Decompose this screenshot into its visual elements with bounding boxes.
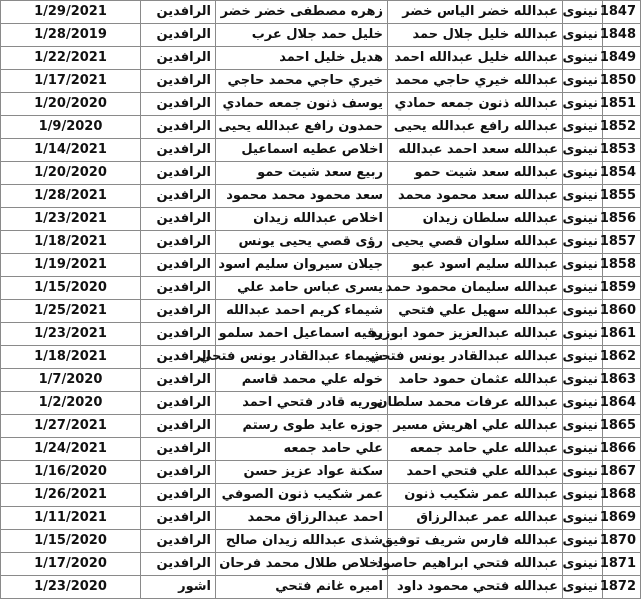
table-row [1,254,641,277]
governorate-cell[interactable]: نينوى [563,93,603,116]
governorate-cell[interactable]: نينوى [563,484,603,507]
spouse-name-cell[interactable]: ربيع سعد شيت حمو [216,162,388,185]
row-number-cell[interactable]: 1865 [603,415,641,438]
governorate-cell[interactable]: نينوى [563,346,603,369]
governorate-cell[interactable]: نينوى [563,162,603,185]
bank-cell[interactable]: الرافدين [141,185,216,208]
row-number-cell[interactable]: 1866 [603,438,641,461]
bank-cell[interactable]: الرافدين [141,346,216,369]
table-row [1,346,641,369]
table-row [1,484,641,507]
governorate-cell[interactable]: نينوى [563,323,603,346]
governorate-cell[interactable]: نينوى [563,70,603,93]
bank-cell[interactable]: الرافدين [141,484,216,507]
full-name-cell[interactable]: عبدالله سلوان قصي يحيى [388,231,563,254]
date-cell[interactable]: 1/23/2021 [1,208,141,231]
records-table-body [1,1,641,599]
date-cell[interactable]: 1/29/2021 [1,1,141,24]
table-row [1,553,641,576]
full-name-cell[interactable]: عبدالله علي حامد جمعه [388,438,563,461]
date-cell[interactable]: 1/17/2020 [1,553,141,576]
row-number-cell[interactable]: 1862 [603,346,641,369]
spouse-name-cell[interactable]: خوله علي محمد قاسم [216,369,388,392]
spouse-name-cell[interactable]: اميره غانم فتحي [216,576,388,599]
bank-cell[interactable]: الرافدين [141,392,216,415]
date-cell[interactable]: 1/20/2020 [1,93,141,116]
full-name-cell[interactable]: عبدالله سهيل علي فتحي [388,300,563,323]
row-number-cell[interactable]: 1871 [603,553,641,576]
row-number-cell[interactable]: 1867 [603,461,641,484]
governorate-cell[interactable]: نينوى [563,254,603,277]
full-name-cell[interactable]: عبدالله عبدالعزيز حمود ابوزيد [388,323,563,346]
spouse-name-cell[interactable]: نوريه قادر فتحي احمد [216,392,388,415]
row-number-cell[interactable]: 1855 [603,185,641,208]
bank-cell[interactable]: الرافدين [141,231,216,254]
spouse-name-cell[interactable]: اخلاص عبدالله زيدان [216,208,388,231]
spouse-name-cell[interactable]: شيماء عبدالقادر يونس فتحي [216,346,388,369]
table-row [1,415,641,438]
bank-cell[interactable]: الرافدين [141,461,216,484]
date-cell[interactable]: 1/17/2021 [1,70,141,93]
full-name-cell[interactable]: عبدالله خليل جلال حمد [388,24,563,47]
date-cell[interactable]: 1/28/2019 [1,24,141,47]
date-cell[interactable]: 1/18/2021 [1,346,141,369]
full-name-cell[interactable]: عبدالله سعد شيت حمو [388,162,563,185]
row-number-cell[interactable]: 1870 [603,530,641,553]
row-number-cell[interactable]: 1853 [603,139,641,162]
spouse-name-cell[interactable]: سعد محمود محمد محمود [216,185,388,208]
full-name-cell[interactable]: عبدالله سعد احمد عبدالله [388,139,563,162]
date-cell[interactable]: 1/15/2020 [1,277,141,300]
date-cell[interactable]: 1/28/2021 [1,185,141,208]
spouse-name-cell[interactable]: خليل حمد جلال عرب [216,24,388,47]
spouse-name-cell[interactable]: شذى عبدالله زيدان صالح [216,530,388,553]
row-number-cell[interactable]: 1857 [603,231,641,254]
full-name-cell[interactable]: عبدالله سليمان محمود حمد [388,277,563,300]
row-number-cell[interactable]: 1864 [603,392,641,415]
row-number-cell[interactable]: 1847 [603,1,641,24]
bank-cell[interactable]: الرافدين [141,162,216,185]
date-cell[interactable]: 1/18/2021 [1,231,141,254]
bank-cell[interactable]: الرافدين [141,323,216,346]
bank-cell[interactable]: الرافدين [141,507,216,530]
table-row [1,300,641,323]
spouse-name-cell[interactable]: حمدون رافع عبدالله يحيى [216,116,388,139]
full-name-cell[interactable]: عبدالله خيري حاجي محمد [388,70,563,93]
date-cell[interactable]: 1/23/2021 [1,323,141,346]
row-number-cell[interactable]: 1848 [603,24,641,47]
row-number-cell[interactable]: 1868 [603,484,641,507]
spouse-name-cell[interactable]: هديل خليل احمد [216,47,388,70]
governorate-cell[interactable]: نينوى [563,185,603,208]
governorate-cell[interactable]: نينوى [563,47,603,70]
bank-cell[interactable]: الرافدين [141,93,216,116]
table-row [1,139,641,162]
spouse-name-cell[interactable]: سكنة عواد عزيز حسن [216,461,388,484]
bank-cell[interactable]: الرافدين [141,24,216,47]
bank-cell[interactable]: اشور [141,576,216,599]
full-name-cell[interactable]: عبدالله علي اهريش مسير [388,415,563,438]
table-row [1,576,641,599]
table-row [1,208,641,231]
table-row [1,530,641,553]
spouse-name-cell[interactable]: زهره مصطفى خضر خضر [216,1,388,24]
governorate-cell[interactable]: نينوى [563,300,603,323]
full-name-cell[interactable]: عبدالله رافع عبدالله يحيى [388,116,563,139]
bank-cell[interactable]: الرافدين [141,139,216,162]
bank-cell[interactable]: الرافدين [141,415,216,438]
date-cell[interactable]: 1/23/2020 [1,576,141,599]
spouse-name-cell[interactable]: رؤى قصي يحيى يونس [216,231,388,254]
bank-cell[interactable]: الرافدين [141,1,216,24]
full-name-cell[interactable]: عبدالله فارس شريف توفيق [388,530,563,553]
full-name-cell[interactable]: عبدالله فتحي محمود داود [388,576,563,599]
governorate-cell[interactable]: نينوى [563,24,603,47]
table-row [1,185,641,208]
spouse-name-cell[interactable]: خيري حاجي محمد حاجي [216,70,388,93]
row-number-cell[interactable]: 1852 [603,116,641,139]
date-cell[interactable]: 1/7/2020 [1,369,141,392]
bank-cell[interactable]: الرافدين [141,553,216,576]
bank-cell[interactable]: الرافدين [141,438,216,461]
governorate-cell[interactable]: نينوى [563,208,603,231]
full-name-cell[interactable]: عبدالله خليل عبدالله احمد [388,47,563,70]
governorate-cell[interactable]: نينوى [563,576,603,599]
date-cell[interactable]: 1/11/2021 [1,507,141,530]
governorate-cell[interactable]: نينوى [563,461,603,484]
row-number-cell[interactable]: 1872 [603,576,641,599]
table-row [1,47,641,70]
date-cell[interactable]: 1/22/2021 [1,47,141,70]
bank-cell[interactable]: الرافدين [141,116,216,139]
full-name-cell[interactable]: عبدالله سعد محمود محمد [388,185,563,208]
spouse-name-cell[interactable]: يسرى عباس حامد علي [216,277,388,300]
bank-cell[interactable]: الرافدين [141,369,216,392]
row-number-cell[interactable]: 1863 [603,369,641,392]
bank-cell[interactable]: الرافدين [141,530,216,553]
full-name-cell[interactable]: عبدالله سلطان زيدان [388,208,563,231]
spouse-name-cell[interactable]: اخلاص عطيه اسماعيل [216,139,388,162]
governorate-cell[interactable]: نينوى [563,369,603,392]
spouse-name-cell[interactable]: رقيه اسماعيل احمد سلمو [216,323,388,346]
table-row [1,93,641,116]
table-row [1,231,641,254]
governorate-cell[interactable]: نينوى [563,530,603,553]
row-number-cell[interactable]: 1849 [603,47,641,70]
governorate-cell[interactable]: نينوى [563,438,603,461]
governorate-cell[interactable]: نينوى [563,1,603,24]
row-number-cell[interactable]: 1861 [603,323,641,346]
full-name-cell[interactable]: عبدالله عبدالقادر يونس فتحي [388,346,563,369]
full-name-cell[interactable]: عبدالله عمر شكيب ذنون [388,484,563,507]
row-number-cell[interactable]: 1850 [603,70,641,93]
date-cell[interactable]: 1/27/2021 [1,415,141,438]
table-row [1,461,641,484]
table-row [1,369,641,392]
row-number-cell[interactable]: 1869 [603,507,641,530]
spouse-name-cell[interactable]: اخلاص طلال محمد فرحان [216,553,388,576]
date-cell[interactable]: 1/26/2021 [1,484,141,507]
table-row [1,70,641,93]
full-name-cell[interactable]: عبدالله علي فتحي احمد [388,461,563,484]
full-name-cell[interactable]: عبدالله ذنون جمعه حمادي [388,93,563,116]
bank-cell[interactable]: الرافدين [141,277,216,300]
full-name-cell[interactable]: عبدالله خضر الياس خضر [388,1,563,24]
date-cell[interactable]: 1/25/2021 [1,300,141,323]
table-row [1,438,641,461]
full-name-cell[interactable]: عبدالله عمر عبدالرزاق [388,507,563,530]
date-cell[interactable]: 1/16/2020 [1,461,141,484]
governorate-cell[interactable]: نينوى [563,277,603,300]
bank-cell[interactable]: الرافدين [141,70,216,93]
date-cell[interactable]: 1/9/2020 [1,116,141,139]
row-number-cell[interactable]: 1859 [603,277,641,300]
full-name-cell[interactable]: عبدالله عرفات محمد سلطان [388,392,563,415]
spouse-name-cell[interactable]: عمر شكيب ذنون الصوفي [216,484,388,507]
table-row [1,323,641,346]
full-name-cell[interactable]: عبدالله عثمان حمود حامد [388,369,563,392]
row-number-cell[interactable]: 1856 [603,208,641,231]
bank-cell[interactable]: الرافدين [141,47,216,70]
date-cell[interactable]: 1/14/2021 [1,139,141,162]
row-number-cell[interactable]: 1854 [603,162,641,185]
date-cell[interactable]: 1/2/2020 [1,392,141,415]
row-number-cell[interactable]: 1851 [603,93,641,116]
bank-cell[interactable]: الرافدين [141,208,216,231]
table-row [1,24,641,47]
date-cell[interactable]: 1/24/2021 [1,438,141,461]
full-name-cell[interactable]: عبدالله فتحي ابراهيم حاصود [388,553,563,576]
table-row [1,277,641,300]
spouse-name-cell[interactable]: جيلان سيروان سليم اسود [216,254,388,277]
row-number-cell[interactable]: 1858 [603,254,641,277]
full-name-cell[interactable]: عبدالله سليم اسود عبو [388,254,563,277]
governorate-cell[interactable]: نينوى [563,139,603,162]
governorate-cell[interactable]: نينوى [563,231,603,254]
table-row [1,162,641,185]
governorate-cell[interactable]: نينوى [563,507,603,530]
table-row [1,392,641,415]
spouse-name-cell[interactable]: جوزه عايد طوى رستم [216,415,388,438]
governorate-cell[interactable]: نينوى [563,116,603,139]
table-row [1,1,641,24]
date-cell[interactable]: 1/19/2021 [1,254,141,277]
date-cell[interactable]: 1/20/2020 [1,162,141,185]
date-cell[interactable]: 1/15/2020 [1,530,141,553]
spouse-name-cell[interactable]: علي حامد جمعه [216,438,388,461]
spouse-name-cell[interactable]: شيماء كريم احمد عبدالله [216,300,388,323]
governorate-cell[interactable]: نينوى [563,553,603,576]
governorate-cell[interactable]: نينوى [563,392,603,415]
spouse-name-cell[interactable]: احمد عبدالرزاق محمد [216,507,388,530]
bank-cell[interactable]: الرافدين [141,254,216,277]
spouse-name-cell[interactable]: يوسف ذنون جمعه حمادي [216,93,388,116]
row-number-cell[interactable]: 1860 [603,300,641,323]
table-row [1,507,641,530]
bank-cell[interactable]: الرافدين [141,300,216,323]
governorate-cell[interactable]: نينوى [563,415,603,438]
table-row [1,116,641,139]
